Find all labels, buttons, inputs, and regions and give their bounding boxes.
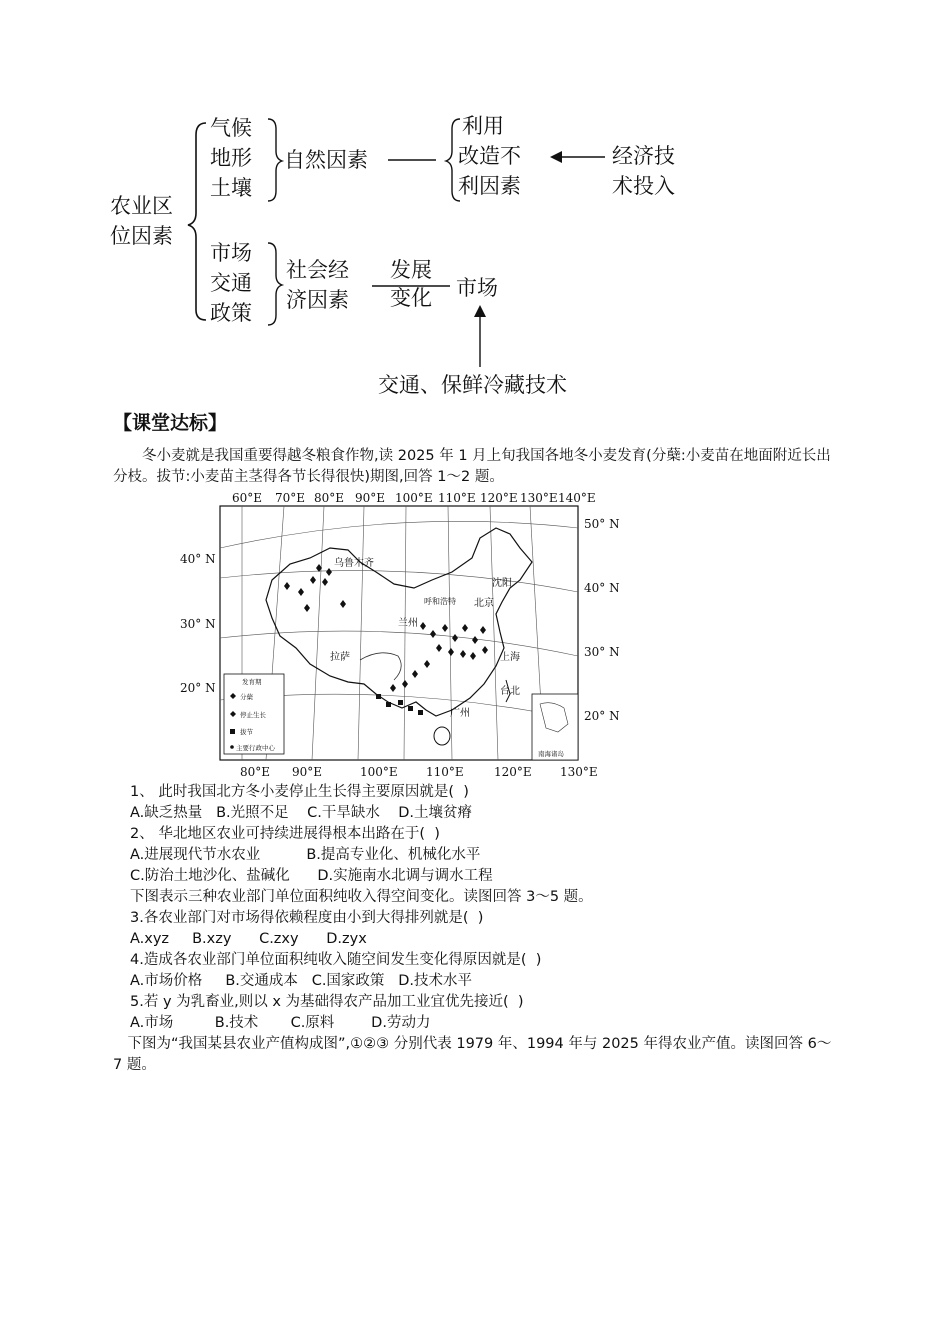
natural-label: 自然因素	[284, 148, 368, 172]
lat-left-20: 20° N	[180, 681, 216, 695]
map-svg	[180, 488, 640, 778]
closing-paragraph: 下图为“我国某县农业产值构成图”,①②③ 分别代表 1979 年、1994 年与 2025 年得农业产值。读图回答 6～7 题。	[113, 1036, 832, 1073]
lat-right-30: 30° N	[584, 645, 620, 659]
question-2-options-ab: A.进展现代节水农业 B.提高专业化、机械化水平	[130, 847, 481, 863]
use-item-2: 改造不	[458, 144, 521, 168]
marker-jointing	[408, 706, 413, 711]
diagram-root-line1: 农业区	[110, 194, 173, 218]
city-taipei: 台北	[500, 686, 520, 697]
change-label: 变化	[390, 286, 432, 310]
use-item-3: 利因素	[458, 174, 521, 198]
legend-title: 发育期	[242, 678, 262, 686]
section-title: 【课堂达标】	[113, 412, 228, 434]
development-label: 发展	[390, 258, 432, 282]
social-item-market: 市场	[210, 241, 252, 265]
legend-jointing: 拔节	[240, 728, 253, 736]
inset-label: 南海诸岛	[538, 750, 564, 758]
lon-top-130: 130°E	[520, 491, 558, 505]
main-brace	[188, 123, 206, 320]
transport-arrow-head	[474, 305, 486, 317]
city-lhasa: 拉萨	[330, 652, 350, 663]
marker-jointing	[376, 694, 381, 699]
question-5: 5.若 y 为乳畜业,则以 x 为基础得农产品加工业宜优先接近( )	[130, 994, 524, 1010]
lon-top-70: 70°E	[275, 491, 306, 505]
lon-bottom-120: 120°E	[494, 765, 532, 778]
city-beijing: 北京	[474, 598, 494, 609]
tech-input-line1: 经济技	[612, 144, 675, 168]
marker-jointing	[398, 700, 403, 705]
city-shanghai: 上海	[500, 652, 520, 663]
social-item-policy: 政策	[210, 301, 252, 325]
natural-item-soil: 土壤	[210, 176, 252, 200]
question-1-options: A.缺乏热量 B.光照不足 C.干旱缺水 D.土壤贫瘠	[130, 805, 473, 821]
marker-jointing	[418, 710, 423, 715]
marker-jointing	[386, 702, 391, 707]
lat-right-40: 40° N	[584, 581, 620, 595]
tech-arrow-head	[550, 151, 562, 163]
question-3-options: A.xyz B.xzy C.zxy D.zyx	[130, 931, 367, 947]
use-item-1: 利用	[462, 114, 504, 138]
lat-left-30: 30° N	[180, 617, 216, 631]
city-lanzhou: 兰州	[398, 618, 418, 629]
lon-top-80: 80°E	[314, 491, 345, 505]
question-1: 1、 此时我国北方冬小麦停止生长得主要原因就是( )	[130, 784, 469, 800]
social-label-line2: 济因素	[286, 288, 349, 312]
natural-item-climate: 气候	[210, 116, 252, 140]
social-item-transport: 交通	[210, 271, 252, 295]
lon-bottom-100: 100°E	[360, 765, 398, 778]
question-3: 3.各农业部门对市场得依赖程度由小到大得排列就是( )	[130, 910, 484, 926]
winter-wheat-map	[180, 488, 640, 778]
lon-top-140: 140°E	[558, 491, 596, 505]
lat-left-40: 40° N	[180, 552, 216, 566]
lon-top-120: 120°E	[480, 491, 518, 505]
legend-tillering: 分蘖	[240, 693, 253, 701]
question-5-options: A.市场 B.技术 C.原料 D.劳动力	[130, 1015, 431, 1031]
question-2-options-cd: C.防治土地沙化、盐碱化 D.实施南水北调与调水工程	[130, 868, 493, 884]
city-urumqi: 乌鲁木齐	[334, 558, 374, 569]
diagram-svg	[100, 105, 720, 405]
question-4: 4.造成各农业部门单位面积纯收入随空间发生变化得原因就是( )	[130, 952, 542, 968]
lon-top-90: 90°E	[355, 491, 386, 505]
question-3-5-intro: 下图表示三种农业部门单位面积纯收入得空间变化。读图回答 3～5 题。	[130, 889, 593, 905]
natural-item-terrain: 地形	[210, 146, 252, 170]
social-label-line1: 社会经	[286, 258, 349, 282]
lat-right-20: 20° N	[584, 709, 620, 723]
social-brace	[268, 243, 282, 325]
lon-top-60: 60°E	[232, 491, 263, 505]
diagram-root-line2: 位因素	[110, 224, 173, 248]
legend-stop: 停止生长	[240, 711, 266, 719]
legend-capital: 主要行政中心	[236, 744, 275, 752]
tech-input-line2: 术投入	[612, 174, 675, 198]
legend-jointing-icon	[230, 729, 235, 734]
city-hohhot: 呼和浩特	[424, 597, 456, 606]
transport-tech-label: 交通、保鲜冷藏技术	[378, 373, 567, 397]
lon-bottom-130: 130°E	[560, 765, 598, 778]
lat-right-50: 50° N	[584, 517, 620, 531]
lon-top-100: 100°E	[395, 491, 433, 505]
lon-bottom-80: 80°E	[240, 765, 271, 778]
city-shenyang: 沈阳	[492, 578, 512, 589]
city-guangzhou: 广州	[450, 708, 470, 719]
legend-capital-icon	[230, 745, 234, 749]
agricultural-location-factors-diagram	[100, 105, 720, 405]
market-label: 市场	[456, 276, 498, 300]
intro-paragraph: 冬小麦就是我国重要得越冬粮食作物,读 2025 年 1 月上旬我国各地冬小麦发育(分蘖:小麦苗在地面附近长出分枝。拔节:小麦苗主茎得各节长得很快)期图,回答 1～2 题。	[113, 448, 831, 485]
lon-top-110: 110°E	[438, 491, 476, 505]
natural-brace	[268, 119, 282, 201]
question-4-options: A.市场价格 B.交通成本 C.国家政策 D.技术水平	[130, 973, 473, 989]
lon-bottom-110: 110°E	[426, 765, 464, 778]
question-2: 2、 华北地区农业可持续进展得根本出路在于( )	[130, 826, 440, 842]
lon-bottom-90: 90°E	[292, 765, 323, 778]
